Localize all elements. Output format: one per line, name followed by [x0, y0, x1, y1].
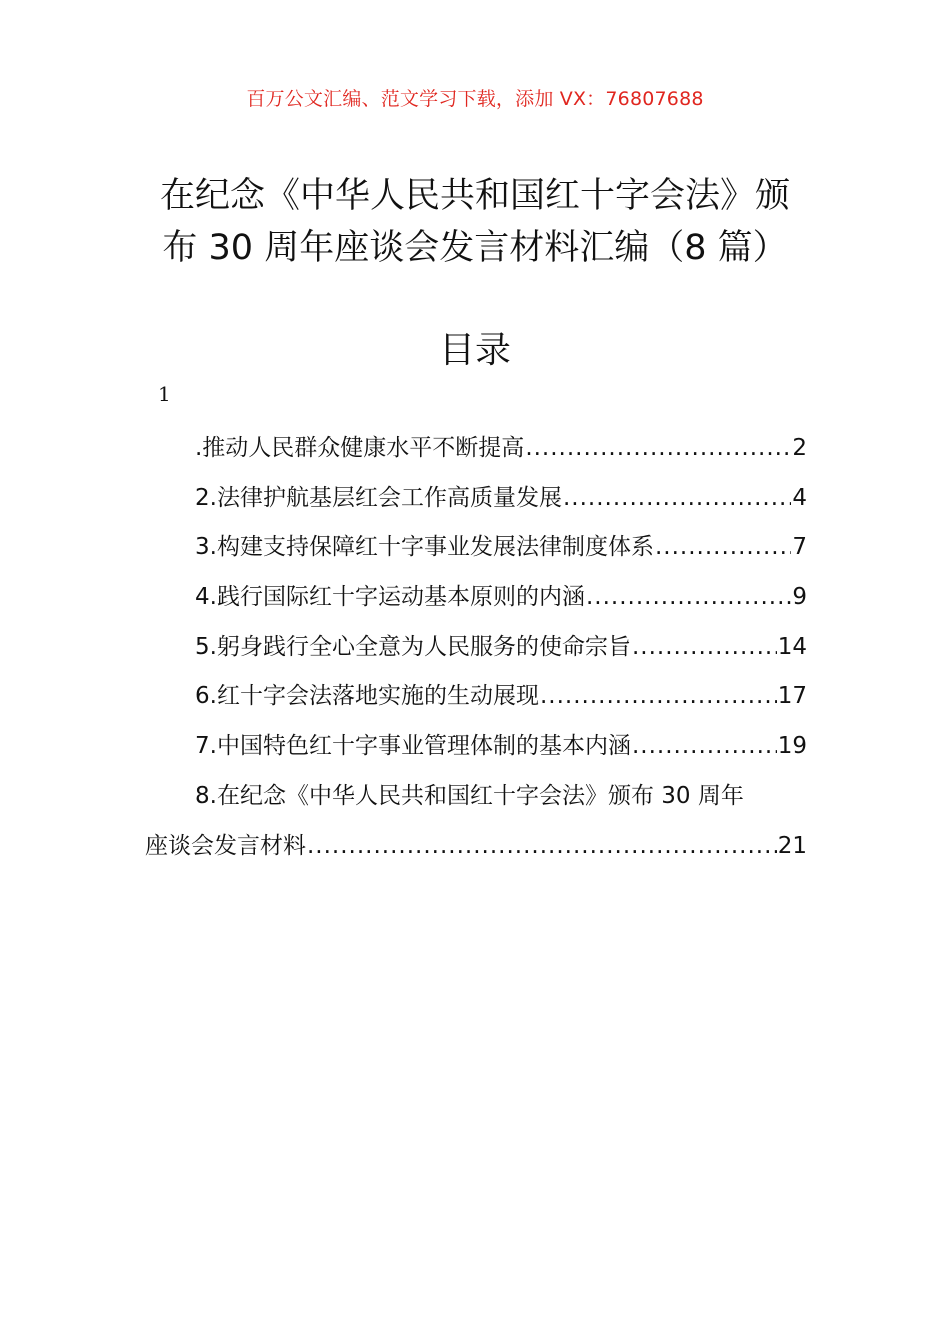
- toc-entry-title: 5.躬身践行全心全意为人民服务的使命宗旨: [195, 633, 631, 660]
- document-title-line-2: 布 30 周年座谈会发言材料汇编（8 篇）: [162, 228, 788, 268]
- toc-entry-title-line-2: 座谈会发言材料: [145, 832, 306, 859]
- toc-entry-title: 2.法律护航基层红会工作高质量发展: [195, 484, 562, 511]
- document-title-line-1: 在纪念《中华人民共和国红十字会法》颁: [159, 176, 790, 216]
- toc-leader-dots: [540, 672, 777, 722]
- toc-leader-dots: [525, 424, 791, 474]
- toc-entry[interactable]: [145, 523, 807, 573]
- toc-entry[interactable]: [145, 623, 807, 673]
- toc-entry-wrapped[interactable]: [145, 772, 807, 871]
- toc-entry-page: 19: [777, 733, 807, 760]
- toc-entry-title: .推动人民群众健康水平不断提高: [195, 435, 525, 461]
- toc-entry-title: 4.践行国际红十字运动基本原则的内涵: [195, 584, 585, 611]
- toc-leader-dots: [632, 722, 777, 772]
- toc-entry-title: 3.构建支持保障红十字事业发展法律制度体系: [195, 534, 654, 561]
- toc-entry[interactable]: [145, 672, 807, 722]
- toc-entry-page: 7: [792, 534, 807, 561]
- toc-leader-dots: [655, 523, 791, 573]
- toc-entry[interactable]: [145, 722, 807, 772]
- document-title: [0, 170, 950, 274]
- toc-entry-page: 17: [777, 683, 807, 710]
- toc-entry-page: 14: [777, 633, 807, 660]
- toc-entry-page: 4: [792, 484, 807, 511]
- toc-entry[interactable]: [145, 474, 807, 524]
- toc-leader-dots: [632, 623, 777, 673]
- table-of-contents: [145, 424, 807, 871]
- toc-entry-title-line-1: 8.在纪念《中华人民共和国红十字会法》颁布 30 周年: [195, 782, 744, 809]
- toc-entry-page: 9: [792, 584, 807, 611]
- stray-list-number: 1: [158, 382, 171, 406]
- toc-leader-dots: [307, 822, 777, 872]
- header-watermark-note: 百万公文汇编、范文学习下载，添加 VX：76807688: [246, 88, 704, 110]
- toc-entry[interactable]: [145, 573, 807, 623]
- toc-entry-title: 6.红十字会法落地实施的生动展现: [195, 683, 539, 710]
- toc-entry-title-line-2-row: [145, 822, 807, 872]
- toc-entry-page: 21: [777, 832, 807, 859]
- toc-heading: 目录: [438, 330, 511, 371]
- toc-entry[interactable]: [145, 424, 807, 474]
- toc-leader-dots: [586, 573, 791, 623]
- toc-entry-page: 2: [792, 435, 807, 461]
- toc-entry-title: 7.中国特色红十字事业管理体制的基本内涵: [195, 733, 631, 760]
- toc-leader-dots: [563, 474, 791, 524]
